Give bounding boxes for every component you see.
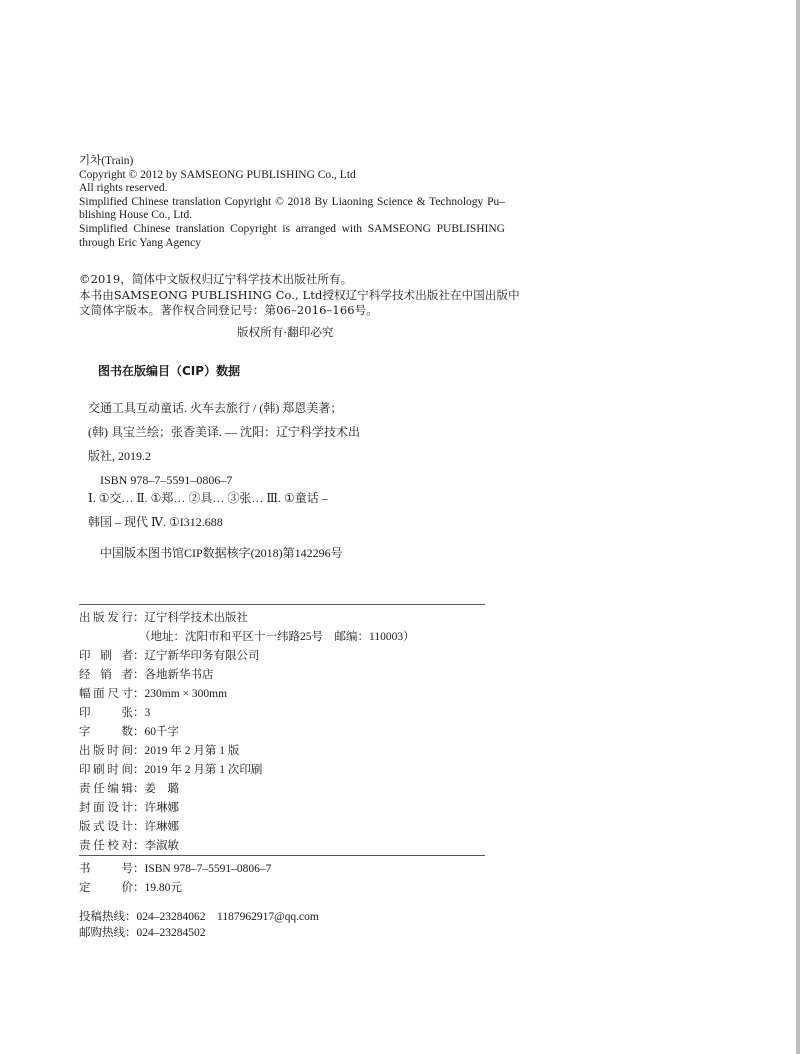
info-value: 许琳娜 — [144, 821, 179, 833]
cip-isbn-line: ISBN 978–7–5591–0806–7 — [100, 473, 233, 487]
info-label: 印刷时间 — [79, 764, 133, 776]
original-title: 기차(Train) — [79, 155, 134, 167]
mail-order-hotline-value: 024–23284502 — [136, 927, 206, 939]
info-label: 字 数 — [79, 726, 133, 738]
info-value: 李淑敏 — [144, 840, 179, 852]
cip-entry-line: 交通工具互动童话. 火车去旅行 / (韩) 郑恩美著； — [88, 401, 343, 415]
cip-subject-line: 韩国 – 现代 Ⅳ. ①I312.688 — [88, 515, 223, 529]
cip-entry — [88, 396, 360, 492]
info-row-publish-date: 出版时间：2019 年 2 月第 1 版 — [79, 742, 415, 761]
cip-entry-line: (韩) 具宝兰绘；张香美译. –– 沈阳：辽宁科学技术出 — [88, 425, 360, 439]
info-row-print-date: 印刷时间：2019 年 2 月第 1 次印刷 — [79, 761, 415, 780]
publisher-address: （地址：沈阳市和平区十一纬路25号 邮编：110003） — [139, 631, 415, 643]
info-value: 各地新华书店 — [144, 669, 214, 681]
cip-entry-line: 版社, 2019.2 — [88, 449, 152, 463]
isbn-row: 书 号：ISBN 978–7–5591–0806–7 — [79, 860, 271, 879]
divider-top — [79, 604, 485, 605]
page-edge-shadow — [796, 0, 800, 1054]
price-row: 定 价：19.80元 — [79, 879, 271, 898]
cn-license-line-cont: 文简体字版本。著作权合同登记号：第06–2016–166号。 — [79, 303, 378, 317]
info-value: 60千字 — [144, 726, 179, 738]
mail-order-hotline-label: 邮购热线 — [79, 927, 125, 939]
submission-hotline-row: 投稿热线：024–23284062 1187962917@qq.com — [79, 911, 319, 923]
info-row-word-count: 字 数：60千字 — [79, 723, 415, 742]
copyright-english-block — [79, 155, 505, 250]
rights-reserved-line: All rights reserved. — [79, 182, 168, 195]
address-row — [79, 628, 415, 647]
submission-hotline-value: 024–23284062 1187962917@qq.com — [136, 911, 319, 923]
info-label: 封面设计 — [79, 802, 133, 814]
publisher-value: 辽宁科学技术出版社 — [144, 612, 248, 624]
copyright-line: Copyright © 2012 by SAMSEONG PUBLISHING Co., Ltd — [79, 168, 356, 181]
info-row-sheets: 印 张：3 — [79, 704, 415, 723]
info-row-distributor: 经 销 者：各地新华书店 — [79, 666, 415, 685]
copyright-chinese-block — [79, 272, 520, 319]
price-label: 定 价 — [79, 882, 133, 894]
isbn-label: 书 号 — [79, 863, 133, 875]
arrangement-line: Simplified Chinese translation Copyright is arranged with SAMSEONG PUBLISHING — [79, 222, 505, 235]
info-row-printer: 印 刷 者：辽宁新华印务有限公司 — [79, 647, 415, 666]
arrangement-line-cont: through Eric Yang Agency — [79, 236, 202, 249]
info-label: 责任校对 — [79, 840, 133, 852]
rights-notice: 版权所有·翻印必究 — [237, 325, 334, 339]
cip-subjects — [88, 486, 328, 534]
cip-number: 中国版本图书馆CIP数据核字(2018)第142296号 — [100, 546, 343, 560]
info-row-format: 幅面尺寸：230mm × 300mm — [79, 685, 415, 704]
info-value: 许琳娜 — [144, 802, 179, 814]
info-row-cover-design: 封面设计：许琳娜 — [79, 799, 415, 818]
info-value: 姜 璐 — [144, 783, 179, 795]
cn-copyright-line: ©2019，简体中文版权归辽宁科学技术出版社所有。 — [79, 272, 353, 286]
info-label: 经 销 者 — [79, 669, 133, 681]
info-label: 印 张 — [79, 707, 133, 719]
info-label: 版式设计 — [79, 821, 133, 833]
info-label: 责任编辑 — [79, 783, 133, 795]
hotlines-block — [79, 909, 319, 941]
info-value: 230mm × 300mm — [144, 688, 228, 700]
info-label: 幅面尺寸 — [79, 688, 133, 700]
cip-subject-line: Ⅰ. ①交… Ⅱ. ①郑… ②具… ③张… Ⅲ. ①童话 – — [88, 491, 328, 505]
translation-copyright-line: Simplified Chinese translation Copyright © 2018 By Liaoning Science & Technology Pu– — [79, 195, 505, 208]
info-label: 出版时间 — [79, 745, 133, 757]
publisher-label: 出版发行 — [79, 612, 133, 624]
cn-license-line: 本书由SAMSEONG PUBLISHING Co., Ltd授权辽宁科学技术出版社在中国出版中 — [79, 287, 520, 302]
publisher-row: 出版发行：辽宁科学技术出版社 — [79, 609, 415, 628]
info-label: 印 刷 者 — [79, 650, 133, 662]
info-value: 3 — [144, 707, 151, 719]
divider-middle — [79, 855, 485, 856]
isbn-price-block — [79, 860, 271, 898]
translation-copyright-line-cont: blishing House Co., Ltd. — [79, 209, 193, 222]
info-value: 2019 年 2 月第 1 版 — [144, 745, 240, 757]
cip-heading: 图书在版编目（CIP）数据 — [98, 364, 241, 378]
info-row-proofreader: 责任校对：李淑敏 — [79, 837, 415, 856]
mail-order-hotline-row: 邮购热线：024–23284502 — [79, 927, 206, 939]
submission-hotline-label: 投稿热线 — [79, 911, 125, 923]
isbn-value: ISBN 978–7–5591–0806–7 — [144, 863, 272, 875]
info-value: 2019 年 2 月第 1 次印刷 — [144, 764, 263, 776]
info-row-editor: 责任编辑：姜 璐 — [79, 780, 415, 799]
publication-info — [79, 609, 415, 856]
info-row-layout-design: 版式设计：许琳娜 — [79, 818, 415, 837]
price-value: 19.80元 — [144, 882, 182, 894]
info-value: 辽宁新华印务有限公司 — [144, 650, 260, 662]
